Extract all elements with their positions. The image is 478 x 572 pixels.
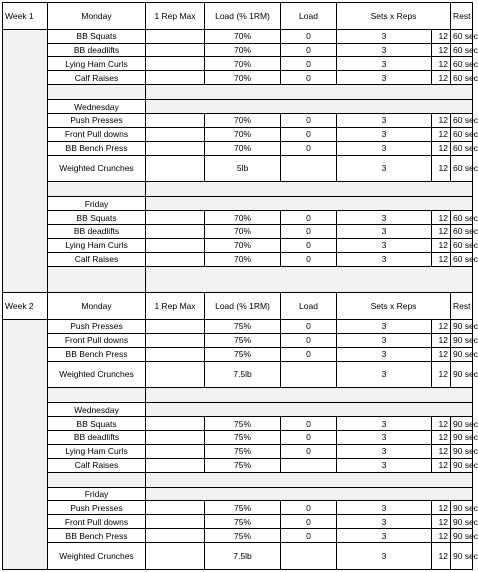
table-row bbox=[3, 347, 473, 361]
rep-max-cell bbox=[146, 155, 205, 182]
sets-cell: 3 bbox=[337, 127, 432, 141]
sets-cell: 3 bbox=[337, 529, 432, 543]
rep-max-cell bbox=[146, 333, 205, 347]
sets-cell: 3 bbox=[337, 252, 432, 266]
spacer-fill bbox=[146, 266, 473, 293]
week-side-column bbox=[3, 320, 48, 570]
load-pct-cell: 70% bbox=[205, 29, 281, 43]
day-label: Friday bbox=[48, 197, 146, 211]
load-pct-cell: 70% bbox=[205, 43, 281, 57]
rest-cell: 60 sec bbox=[451, 155, 473, 182]
load-pct-cell: 70% bbox=[205, 238, 281, 252]
rep-max-cell bbox=[146, 543, 205, 570]
week-side-column bbox=[3, 29, 48, 293]
sets-cell: 3 bbox=[337, 417, 432, 431]
spacer-row bbox=[3, 472, 473, 487]
load-cell: 0 bbox=[281, 211, 337, 225]
spacer-day-cell bbox=[48, 388, 146, 403]
load-cell: 0 bbox=[281, 127, 337, 141]
sets-cell: 3 bbox=[337, 515, 432, 529]
rest-cell: 90 sec bbox=[451, 444, 473, 458]
reps-cell: 12 bbox=[432, 529, 451, 543]
load-cell: 0 bbox=[281, 252, 337, 266]
reps-cell: 12 bbox=[432, 252, 451, 266]
reps-cell: 12 bbox=[432, 43, 451, 57]
load-cell bbox=[281, 458, 337, 472]
day-label-fill bbox=[146, 403, 473, 417]
sets-cell: 3 bbox=[337, 155, 432, 182]
reps-cell: 12 bbox=[432, 444, 451, 458]
exercise-name: Front Pull downs bbox=[48, 333, 146, 347]
table-row bbox=[3, 238, 473, 252]
load-cell: 0 bbox=[281, 71, 337, 85]
table-row bbox=[3, 444, 473, 458]
load-cell bbox=[281, 155, 337, 182]
spacer-fill bbox=[146, 85, 473, 100]
load-cell: 0 bbox=[281, 501, 337, 515]
reps-cell: 12 bbox=[432, 57, 451, 71]
rest-cell: 60 sec bbox=[451, 29, 473, 43]
rep-max-cell bbox=[146, 417, 205, 431]
header-load: Load bbox=[281, 3, 337, 30]
spacer-fill bbox=[146, 472, 473, 487]
day-label: Wednesday bbox=[48, 100, 146, 114]
rest-cell: 90 sec bbox=[451, 543, 473, 570]
table-row bbox=[3, 361, 473, 388]
sets-cell: 3 bbox=[337, 211, 432, 225]
rest-cell: 60 sec bbox=[451, 225, 473, 239]
rep-max-cell bbox=[146, 141, 205, 155]
day-label-row bbox=[3, 487, 473, 501]
rest-cell: 60 sec bbox=[451, 252, 473, 266]
week-label: Week 1 bbox=[3, 3, 48, 30]
rest-cell: 60 sec bbox=[451, 43, 473, 57]
reps-cell: 12 bbox=[432, 29, 451, 43]
rest-cell: 90 sec bbox=[451, 431, 473, 445]
spacer-fill bbox=[146, 388, 473, 403]
table-row bbox=[3, 114, 473, 128]
table-body bbox=[3, 3, 478, 570]
sets-cell: 3 bbox=[337, 43, 432, 57]
reps-cell: 12 bbox=[432, 320, 451, 334]
exercise-name: Weighted Crunches bbox=[48, 361, 146, 388]
load-cell: 0 bbox=[281, 444, 337, 458]
reps-cell: 12 bbox=[432, 515, 451, 529]
sets-cell: 3 bbox=[337, 141, 432, 155]
header-row bbox=[3, 3, 473, 30]
table-row bbox=[3, 155, 473, 182]
rep-max-cell bbox=[146, 361, 205, 388]
exercise-name: Front Pull downs bbox=[48, 515, 146, 529]
rep-max-cell bbox=[146, 431, 205, 445]
sets-cell: 3 bbox=[337, 225, 432, 239]
exercise-name: Lying Ham Curls bbox=[48, 238, 146, 252]
load-cell bbox=[281, 543, 337, 570]
header-load-pct: Load (% 1RM) bbox=[205, 3, 281, 30]
exercise-name: Lying Ham Curls bbox=[48, 57, 146, 71]
table-row bbox=[3, 458, 473, 472]
rep-max-cell bbox=[146, 444, 205, 458]
rest-cell: 90 sec bbox=[451, 361, 473, 388]
day-label-row bbox=[3, 403, 473, 417]
load-pct-cell: 75% bbox=[205, 431, 281, 445]
sets-cell: 3 bbox=[337, 458, 432, 472]
spacer-row bbox=[3, 388, 473, 403]
table-row bbox=[3, 211, 473, 225]
sets-cell: 3 bbox=[337, 431, 432, 445]
reps-cell: 12 bbox=[432, 417, 451, 431]
exercise-name: Front Pull downs bbox=[48, 127, 146, 141]
load-pct-cell: 75% bbox=[205, 444, 281, 458]
sets-cell: 3 bbox=[337, 57, 432, 71]
spacer-day-cell bbox=[48, 85, 146, 100]
header-day: Monday bbox=[48, 293, 146, 320]
load-cell: 0 bbox=[281, 238, 337, 252]
day-label-row bbox=[3, 100, 473, 114]
sets-cell: 3 bbox=[337, 501, 432, 515]
rep-max-cell bbox=[146, 347, 205, 361]
load-pct-cell: 70% bbox=[205, 114, 281, 128]
header-rest: Rest bbox=[451, 3, 473, 30]
load-cell: 0 bbox=[281, 225, 337, 239]
sets-cell: 3 bbox=[337, 71, 432, 85]
load-pct-cell: 75% bbox=[205, 320, 281, 334]
rest-cell: 90 sec bbox=[451, 320, 473, 334]
load-cell: 0 bbox=[281, 431, 337, 445]
exercise-name: Weighted Crunches bbox=[48, 543, 146, 570]
reps-cell: 12 bbox=[432, 155, 451, 182]
rep-max-cell bbox=[146, 127, 205, 141]
rest-cell: 90 sec bbox=[451, 417, 473, 431]
header-day: Monday bbox=[48, 3, 146, 30]
sets-cell: 3 bbox=[337, 238, 432, 252]
table-row bbox=[3, 57, 473, 71]
day-label-fill bbox=[146, 487, 473, 501]
load-pct-cell: 75% bbox=[205, 529, 281, 543]
load-cell: 0 bbox=[281, 417, 337, 431]
day-label-fill bbox=[146, 100, 473, 114]
rest-cell: 90 sec bbox=[451, 347, 473, 361]
table-row bbox=[3, 333, 473, 347]
reps-cell: 12 bbox=[432, 431, 451, 445]
table-row bbox=[3, 417, 473, 431]
load-pct-cell: 75% bbox=[205, 333, 281, 347]
load-pct-cell: 7.5lb bbox=[205, 543, 281, 570]
sets-cell: 3 bbox=[337, 333, 432, 347]
load-pct-cell: 70% bbox=[205, 57, 281, 71]
load-cell: 0 bbox=[281, 43, 337, 57]
load-cell: 0 bbox=[281, 141, 337, 155]
rest-cell: 60 sec bbox=[451, 71, 473, 85]
load-cell: 0 bbox=[281, 347, 337, 361]
table-row bbox=[3, 320, 473, 334]
spacer-fill bbox=[146, 182, 473, 197]
exercise-name: BB Squats bbox=[48, 29, 146, 43]
spacer-row bbox=[3, 266, 473, 293]
header-rest: Rest bbox=[451, 293, 473, 320]
rep-max-cell bbox=[146, 114, 205, 128]
table-row bbox=[3, 515, 473, 529]
sets-cell: 3 bbox=[337, 543, 432, 570]
rest-cell: 60 sec bbox=[451, 211, 473, 225]
load-pct-cell: 70% bbox=[205, 252, 281, 266]
reps-cell: 12 bbox=[432, 211, 451, 225]
exercise-name: BB deadlifts bbox=[48, 43, 146, 57]
header-load: Load bbox=[281, 293, 337, 320]
workout-schedule-table bbox=[2, 2, 478, 570]
day-label-row bbox=[3, 197, 473, 211]
day-label: Wednesday bbox=[48, 403, 146, 417]
load-pct-cell: 70% bbox=[205, 141, 281, 155]
spacer-row bbox=[3, 85, 473, 100]
rest-cell: 90 sec bbox=[451, 515, 473, 529]
reps-cell: 12 bbox=[432, 127, 451, 141]
reps-cell: 12 bbox=[432, 361, 451, 388]
sets-cell: 3 bbox=[337, 444, 432, 458]
table-row bbox=[3, 501, 473, 515]
table-row bbox=[3, 543, 473, 570]
header-rep-max: 1 Rep Max bbox=[146, 3, 205, 30]
exercise-name: Calf Raises bbox=[48, 71, 146, 85]
rep-max-cell bbox=[146, 211, 205, 225]
rep-max-cell bbox=[146, 529, 205, 543]
exercise-name: Push Presses bbox=[48, 114, 146, 128]
reps-cell: 12 bbox=[432, 501, 451, 515]
reps-cell: 12 bbox=[432, 114, 451, 128]
load-pct-cell: 70% bbox=[205, 211, 281, 225]
load-pct-cell: 70% bbox=[205, 225, 281, 239]
table-row bbox=[3, 127, 473, 141]
header-sets-reps: Sets x Reps bbox=[337, 293, 451, 320]
rest-cell: 90 sec bbox=[451, 501, 473, 515]
table-row bbox=[3, 252, 473, 266]
table-row bbox=[3, 225, 473, 239]
sets-cell: 3 bbox=[337, 347, 432, 361]
exercise-name: Calf Raises bbox=[48, 252, 146, 266]
load-pct-cell: 75% bbox=[205, 347, 281, 361]
rest-cell: 90 sec bbox=[451, 333, 473, 347]
load-cell: 0 bbox=[281, 29, 337, 43]
reps-cell: 12 bbox=[432, 333, 451, 347]
rest-cell: 60 sec bbox=[451, 141, 473, 155]
exercise-name: BB Bench Press bbox=[48, 347, 146, 361]
rest-cell: 60 sec bbox=[451, 114, 473, 128]
sets-cell: 3 bbox=[337, 361, 432, 388]
table-row bbox=[3, 431, 473, 445]
header-row bbox=[3, 293, 473, 320]
spacer-day-cell bbox=[48, 182, 146, 197]
load-pct-cell: 5lb bbox=[205, 155, 281, 182]
day-label: Friday bbox=[48, 487, 146, 501]
spacer-day-cell bbox=[48, 472, 146, 487]
rest-cell: 60 sec bbox=[451, 57, 473, 71]
load-cell: 0 bbox=[281, 114, 337, 128]
load-pct-cell: 75% bbox=[205, 501, 281, 515]
rep-max-cell bbox=[146, 43, 205, 57]
load-pct-cell: 7.5lb bbox=[205, 361, 281, 388]
exercise-name: Calf Raises bbox=[48, 458, 146, 472]
day-label-fill bbox=[146, 197, 473, 211]
rep-max-cell bbox=[146, 238, 205, 252]
rep-max-cell bbox=[146, 71, 205, 85]
reps-cell: 12 bbox=[432, 141, 451, 155]
table-row bbox=[3, 29, 473, 43]
reps-cell: 12 bbox=[432, 347, 451, 361]
rep-max-cell bbox=[146, 29, 205, 43]
load-cell: 0 bbox=[281, 529, 337, 543]
load-cell: 0 bbox=[281, 57, 337, 71]
rest-cell: 60 sec bbox=[451, 127, 473, 141]
spacer-row bbox=[3, 182, 473, 197]
header-load-pct: Load (% 1RM) bbox=[205, 293, 281, 320]
load-pct-cell: 75% bbox=[205, 458, 281, 472]
table-row bbox=[3, 71, 473, 85]
reps-cell: 12 bbox=[432, 543, 451, 570]
sets-cell: 3 bbox=[337, 29, 432, 43]
rep-max-cell bbox=[146, 57, 205, 71]
spacer-day-cell bbox=[48, 266, 146, 293]
reps-cell: 12 bbox=[432, 225, 451, 239]
exercise-name: BB Squats bbox=[48, 417, 146, 431]
load-cell: 0 bbox=[281, 320, 337, 334]
week-label: Week 2 bbox=[3, 293, 48, 320]
load-cell: 0 bbox=[281, 333, 337, 347]
load-pct-cell: 75% bbox=[205, 515, 281, 529]
exercise-name: Push Presses bbox=[48, 501, 146, 515]
rep-max-cell bbox=[146, 515, 205, 529]
table-row bbox=[3, 141, 473, 155]
table-row bbox=[3, 529, 473, 543]
load-pct-cell: 75% bbox=[205, 417, 281, 431]
load-cell: 0 bbox=[281, 515, 337, 529]
exercise-name: BB deadlifts bbox=[48, 431, 146, 445]
sets-cell: 3 bbox=[337, 320, 432, 334]
reps-cell: 12 bbox=[432, 238, 451, 252]
load-cell bbox=[281, 361, 337, 388]
rest-cell: 90 sec bbox=[451, 529, 473, 543]
rep-max-cell bbox=[146, 252, 205, 266]
rep-max-cell bbox=[146, 225, 205, 239]
header-sets-reps: Sets x Reps bbox=[337, 3, 451, 30]
exercise-name: BB deadlifts bbox=[48, 225, 146, 239]
header-rep-max: 1 Rep Max bbox=[146, 293, 205, 320]
exercise-name: Weighted Crunches bbox=[48, 155, 146, 182]
rep-max-cell bbox=[146, 501, 205, 515]
exercise-name: BB Squats bbox=[48, 211, 146, 225]
reps-cell: 12 bbox=[432, 458, 451, 472]
rep-max-cell bbox=[146, 458, 205, 472]
exercise-name: Lying Ham Curls bbox=[48, 444, 146, 458]
table-row bbox=[3, 43, 473, 57]
exercise-name: BB Bench Press bbox=[48, 141, 146, 155]
rest-cell: 90 sec bbox=[451, 458, 473, 472]
exercise-name: Push Presses bbox=[48, 320, 146, 334]
load-pct-cell: 70% bbox=[205, 127, 281, 141]
load-pct-cell: 70% bbox=[205, 71, 281, 85]
rest-cell: 60 sec bbox=[451, 238, 473, 252]
sets-cell: 3 bbox=[337, 114, 432, 128]
rep-max-cell bbox=[146, 320, 205, 334]
exercise-name: BB Bench Press bbox=[48, 529, 146, 543]
reps-cell: 12 bbox=[432, 71, 451, 85]
